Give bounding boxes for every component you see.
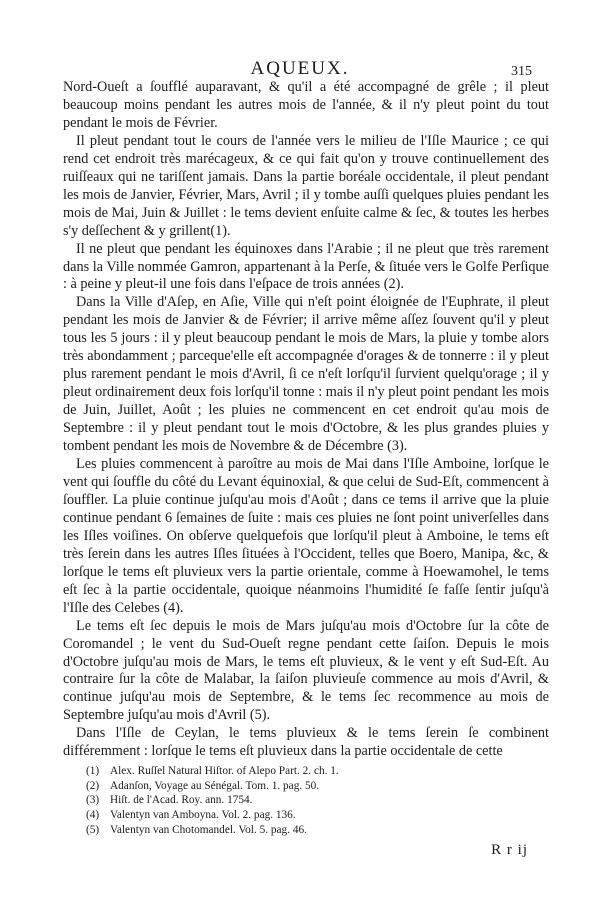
footnote-mark: (3) bbox=[86, 794, 100, 807]
footnote bbox=[86, 808, 466, 823]
footnote-mark: (5) bbox=[86, 823, 100, 836]
footnote-text: Adanſon, Voyage au Sénégal. Tom. 1. pag. 50. bbox=[110, 779, 320, 792]
paragraph-alep: Dans la Ville d'Aſep, en Aſie, Ville qui n'eſt point éloignée de l'Euphrate, il pleut pendant les mois de Janvier & de Février; il arrive même aſſez ſouvent qu'il y pleut tous les 5 jours : il y pleut beaucoup pendant le mois de Mars, la pluie y tombe alors très abondamment ; parceque'elle eſt accompagnée d'orages & de tonnerre : il y pleut plus rarement pendant le mois d'Avril, ſi ce n'eſt lorſqu'il ſurvient quelqu'orage ; il y pleut ordinairement deux fois lorſqu'il tonne : mais il n'y pleut point pendant les mois de Juin, Juillet, Août ; les pluies ne commencent en cet endroit qu'au mois de Septembre : il y pleut pendant tout le mois d'Octobre, & les plus grandes pluies y tombent pendant les mois de Novembre & de Décembre (3). bbox=[63, 294, 549, 455]
footnote-text: Valentyn van Amboyna. Vol. 2. pag. 136. bbox=[110, 809, 296, 822]
footnote-mark: (4) bbox=[86, 809, 100, 822]
footnote-text: Alex. Ruſſel Natural Hiſtor. of Alepo Part. 2. ch. 1. bbox=[110, 765, 339, 777]
footnote-mark: (2) bbox=[86, 779, 100, 792]
footnote-mark: (1) bbox=[86, 765, 100, 777]
footnote bbox=[86, 779, 466, 794]
paragraph-coromandel: Le tems eſt ſec depuis le mois de Mars juſqu'au mois d'Octobre ſur la côte de Coromandel ; le vent du Sud-Oueſt regne pendant cette ſaiſon. Depuis le mois d'Octobre juſqu'au mois de Mars, le tems eſt pluvieux, & le vent y eſt Sud-Eſt. Au contraire ſur la côte de Malabar, la ſaiſon pluvieuſe commence au mois d'Avril, & continue juſqu'au mois de Septembre, & le tems ſec recommence au mois de Septembre juſqu'au mois d'Avril (5). bbox=[63, 617, 549, 724]
footnote bbox=[86, 764, 466, 779]
footnote-text: Valentyn van Chotomandel. Vol. 5. pag. 46. bbox=[110, 823, 307, 836]
footnotes bbox=[86, 764, 466, 838]
paragraph-ceylan: Dans l'Iſle de Ceylan, le tems pluvieux & le tems ſerein ſe combinent différemment : lorſque le tems eſt pluvieux dans la partie occidentale de cette bbox=[63, 725, 549, 760]
footnote bbox=[86, 823, 466, 838]
footnote bbox=[86, 793, 466, 808]
paragraph-continued: Nord-Oueſt a ſoufflé auparavant, & qu'il a été accompagné de grêle ; il pleut beaucoup moins pendant les autres mois de l'année, & il n'y pleut point du tout pendant le mois de Février. bbox=[63, 79, 549, 131]
page-number: 315 bbox=[511, 64, 532, 79]
footnote-text: Hiſt. de l'Acad. Roy. ann. 1754. bbox=[110, 794, 253, 807]
paragraph-ile-maurice: Il pleut pendant tout le cours de l'année vers le milieu de l'Iſle Maurice ; ce qui rend cet endroit très marécageux, & ce qui fait qu'on y trouve continuellement des ruiſſeaux qui ne tariſſent jamais. Dans la partie boréale occidentale, il pleut pendant les mois de Janvier, Février, Mars, Avril ; il y tombe auſſi quelques pluies pendant les mois de Mai, Juin & Juillet : le tems devient enſuite calme & ſec, & toutes les herbes s'y deſſechent & y grillent(1). bbox=[63, 132, 549, 239]
paragraph-amboine: Les pluies commencent à paroître au mois de Mai dans l'Iſle Amboine, lorſque le vent qui ſouffle du côté du Levant équinoxial, & que celui de Sud-Eſt, commencent à ſouffler. La pluie continue juſqu'au mois d'Août ; dans ce tems il arrive que la pluie continue pendant 6 ſemaines de ſuite : mais ces pluies ne ſont point univerſelles dans les Iſles voiſines. On obſerve quelquefois que lorſqu'il pleut à Amboine, le tems eſt très ſerein dans les autres Iſles ſituées à l'Occident, telles que Boero, Manipa, &c, & lorſque le tems eſt pluvieux vers la partie orientale, comme à Hoewamohel, le tems eſt ſec à la partie occidentale, quoique néanmoins l'humidité ſe faſſe ſentir juſqu'à l'Iſle des Celebes (4). bbox=[63, 456, 549, 616]
running-title: AQUEUX. bbox=[250, 58, 350, 79]
body-text bbox=[63, 79, 549, 761]
paragraph-arabie: Il ne pleut que pendant les équinoxes dans l'Arabie ; il ne pleut que très rarement dans la Ville nommée Gamron, appartenant à la Perſe, & ſituée vers le Golfe Perſique : à peine y pleut-il une fois dans l'eſpace de trois années (2). bbox=[63, 240, 549, 293]
signature-mark: R r ij bbox=[491, 842, 528, 858]
